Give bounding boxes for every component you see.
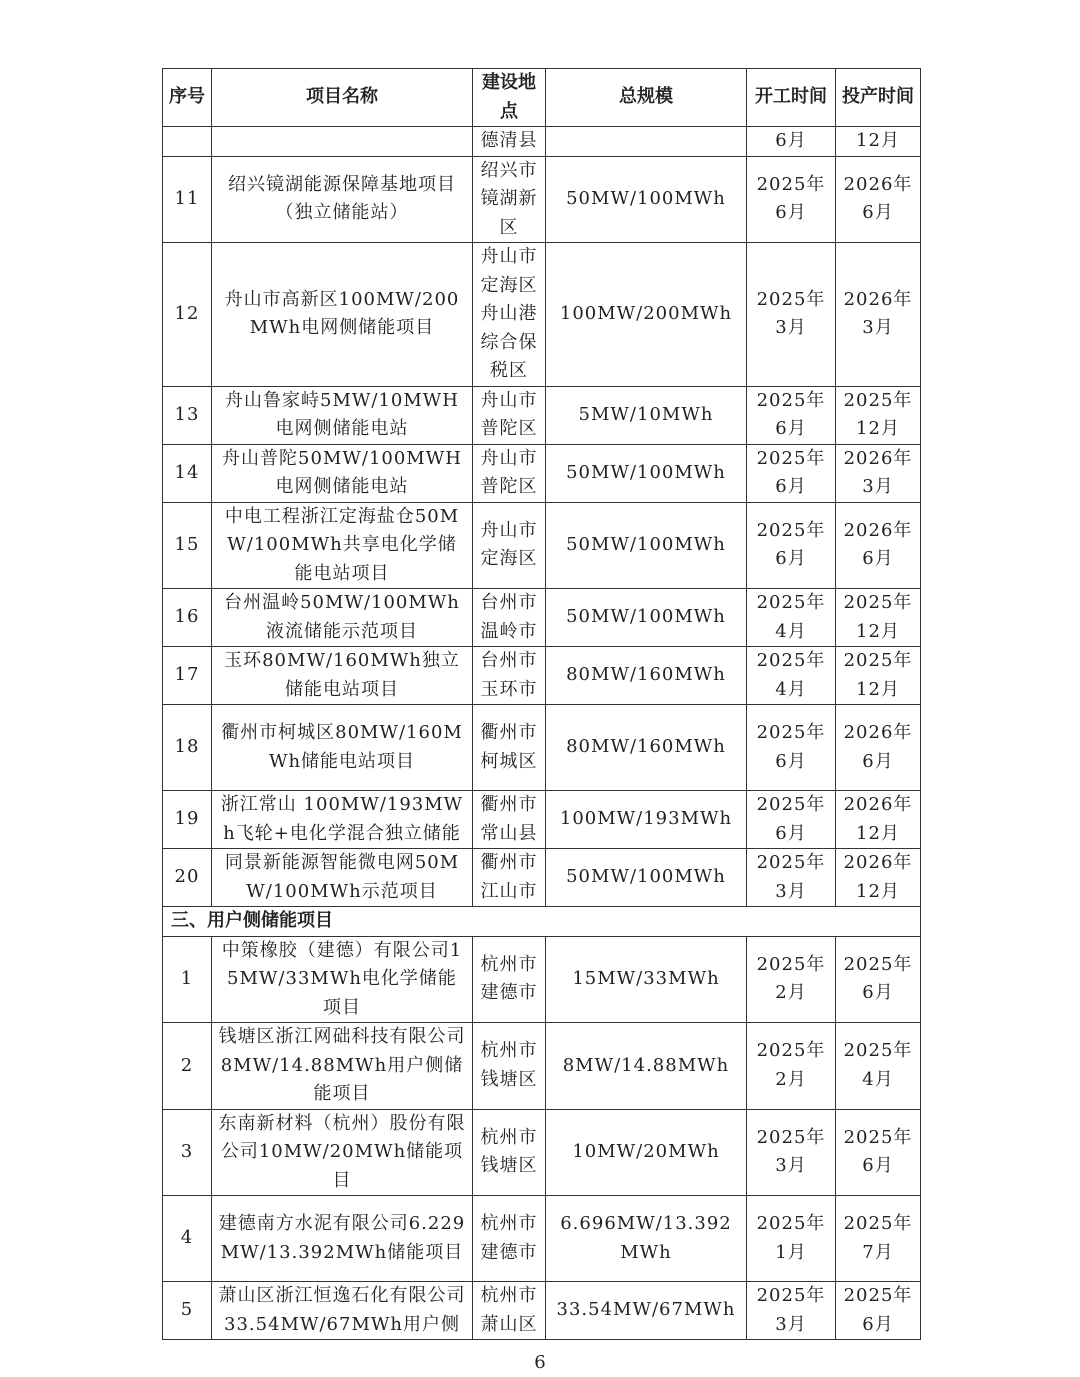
cell-scale: 10MW/20MWh [546,1109,747,1196]
cell-name: 绍兴镜湖能源保障基地项目（独立储能站） [212,156,473,243]
cell-name: 萧山区浙江恒逸石化有限公司33.54MW/67MWh用户侧 [212,1282,473,1340]
cell-start: 2025年6月 [747,386,836,444]
table-row [163,791,921,849]
cell-location: 舟山市定海区舟山港综合保税区 [473,243,546,387]
cell-scale [546,127,747,157]
cell-scale: 100MW/200MWh [546,243,747,387]
section-row [163,907,921,937]
cell-name: 浙江常山 100MW/193MWh飞轮+电化学混合独立储能 [212,791,473,849]
cell-location: 杭州市建德市 [473,1196,546,1282]
cell-scale: 80MW/160MWh [546,647,747,705]
cell-finish: 2025年12月 [836,589,921,647]
cell-finish: 2026年6月 [836,502,921,589]
cell-finish: 2026年6月 [836,705,921,791]
cell-finish: 2025年4月 [836,1023,921,1110]
cell-no: 18 [163,705,212,791]
project-table [162,68,921,1340]
cell-start: 2025年3月 [747,1109,836,1196]
table-row [163,156,921,243]
cell-scale: 6.696MW/13.392MWh [546,1196,747,1282]
cell-no [163,127,212,157]
cell-name: 中策橡胶（建德）有限公司15MW/33MWh电化学储能项目 [212,936,473,1023]
cell-location: 台州市玉环市 [473,647,546,705]
cell-start: 2025年3月 [747,1282,836,1340]
cell-start: 2025年6月 [747,502,836,589]
cell-finish: 12月 [836,127,921,157]
cell-scale: 50MW/100MWh [546,156,747,243]
cell-name: 舟山市高新区100MW/200MWh电网侧储能项目 [212,243,473,387]
cell-location: 杭州市萧山区 [473,1282,546,1340]
cell-no: 16 [163,589,212,647]
cell-name: 舟山普陀50MW/100MWH电网侧储能电站 [212,444,473,502]
cell-location: 台州市温岭市 [473,589,546,647]
cell-finish: 2026年3月 [836,243,921,387]
cell-start: 2025年6月 [747,705,836,791]
cell-finish: 2026年6月 [836,156,921,243]
cell-name: 建德南方水泥有限公司6.229MW/13.392MWh储能项目 [212,1196,473,1282]
cell-name: 舟山鲁家峙5MW/10MWH电网侧储能电站 [212,386,473,444]
cell-no: 2 [163,1023,212,1110]
cell-name: 东南新材料（杭州）股份有限公司10MW/20MWh储能项目 [212,1109,473,1196]
cell-location: 衢州市柯城区 [473,705,546,791]
cell-location: 绍兴市镜湖新区 [473,156,546,243]
cell-scale: 15MW/33MWh [546,936,747,1023]
cell-location: 舟山市定海区 [473,502,546,589]
table-row [163,1196,921,1282]
cell-finish: 2025年12月 [836,647,921,705]
cell-start: 2025年4月 [747,647,836,705]
cell-no: 13 [163,386,212,444]
cell-finish: 2025年6月 [836,1282,921,1340]
table-row [163,444,921,502]
cell-no: 19 [163,791,212,849]
cell-scale: 80MW/160MWh [546,705,747,791]
header-scale: 总规模 [546,69,747,127]
cell-no: 15 [163,502,212,589]
cell-scale: 8MW/14.88MWh [546,1023,747,1110]
cell-finish: 2025年6月 [836,936,921,1023]
cell-location: 舟山市普陀区 [473,386,546,444]
table-row [163,502,921,589]
cell-name: 台州温岭50MW/100MWh液流储能示范项目 [212,589,473,647]
table-row [163,243,921,387]
table-row [163,386,921,444]
cell-finish: 2026年3月 [836,444,921,502]
table-row [163,1282,921,1340]
cell-start: 2025年3月 [747,243,836,387]
section-title: 三、用户侧储能项目 [163,907,921,937]
cell-name: 同景新能源智能微电网50MW/100MWh示范项目 [212,849,473,907]
header-no: 序号 [163,69,212,127]
continuation-row [163,127,921,157]
cell-location: 杭州市建德市 [473,936,546,1023]
cell-location: 杭州市钱塘区 [473,1109,546,1196]
cell-no: 3 [163,1109,212,1196]
cell-scale: 50MW/100MWh [546,502,747,589]
cell-name: 钱塘区浙江网础科技有限公司8MW/14.88MWh用户侧储能项目 [212,1023,473,1110]
cell-location: 德清县 [473,127,546,157]
table-row [163,589,921,647]
header-finish: 投产时间 [836,69,921,127]
cell-scale: 5MW/10MWh [546,386,747,444]
cell-no: 17 [163,647,212,705]
header-location: 建设地点 [473,69,546,127]
cell-no: 20 [163,849,212,907]
table-row [163,647,921,705]
cell-no: 1 [163,936,212,1023]
cell-start: 2025年3月 [747,849,836,907]
cell-location: 杭州市钱塘区 [473,1023,546,1110]
cell-no: 12 [163,243,212,387]
cell-no: 14 [163,444,212,502]
cell-start: 2025年6月 [747,791,836,849]
cell-scale: 33.54MW/67MWh [546,1282,747,1340]
header-name: 项目名称 [212,69,473,127]
cell-name: 衢州市柯城区80MW/160MWh储能电站项目 [212,705,473,791]
table-row [163,1109,921,1196]
cell-name: 玉环80MW/160MWh独立储能电站项目 [212,647,473,705]
cell-start: 2025年2月 [747,936,836,1023]
cell-location: 衢州市江山市 [473,849,546,907]
cell-finish: 2025年7月 [836,1196,921,1282]
table-row [163,705,921,791]
table-row [163,936,921,1023]
cell-location: 舟山市普陀区 [473,444,546,502]
cell-no: 4 [163,1196,212,1282]
table-row [163,849,921,907]
table-row [163,1023,921,1110]
cell-start: 2025年1月 [747,1196,836,1282]
page-number: 6 [534,1352,546,1373]
cell-start: 2025年4月 [747,589,836,647]
cell-scale: 50MW/100MWh [546,589,747,647]
cell-finish: 2026年12月 [836,791,921,849]
cell-start: 2025年6月 [747,156,836,243]
header-start: 开工时间 [747,69,836,127]
cell-start: 2025年6月 [747,444,836,502]
cell-no: 5 [163,1282,212,1340]
cell-finish: 2026年12月 [836,849,921,907]
cell-no: 11 [163,156,212,243]
cell-finish: 2025年12月 [836,386,921,444]
cell-scale: 50MW/100MWh [546,849,747,907]
cell-scale: 100MW/193MWh [546,791,747,849]
cell-finish: 2025年6月 [836,1109,921,1196]
header-row [163,69,921,127]
cell-scale: 50MW/100MWh [546,444,747,502]
cell-start: 2025年2月 [747,1023,836,1110]
cell-name [212,127,473,157]
cell-name: 中电工程浙江定海盐仓50MW/100MWh共享电化学储能电站项目 [212,502,473,589]
cell-location: 衢州市常山县 [473,791,546,849]
cell-start: 6月 [747,127,836,157]
